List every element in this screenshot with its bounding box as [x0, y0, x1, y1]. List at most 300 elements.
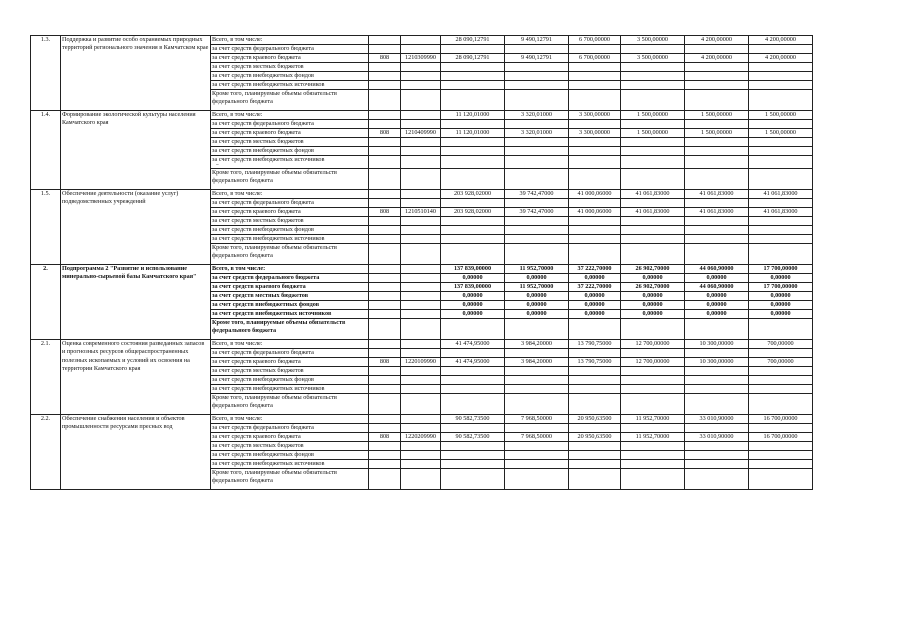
grbs-code: [369, 216, 401, 225]
amount-cell: [441, 450, 505, 459]
funding-source-text: за счет средств местных бюджетов: [212, 366, 304, 374]
amount-cell: [505, 147, 569, 156]
funding-source-label: [211, 468, 369, 489]
amount-cell: [749, 423, 813, 432]
funding-source-text: за счет средств федерального бюджета: [212, 273, 320, 281]
amount-cell: [685, 459, 749, 468]
amount-cell: [505, 234, 569, 243]
budget-classification-code: [401, 234, 441, 243]
grbs-code: [369, 366, 401, 375]
amount-cell: [569, 45, 621, 54]
grbs-code: [369, 36, 401, 45]
funding-source-label: [211, 300, 369, 309]
amount-cell: [441, 348, 505, 357]
amount-cell: [749, 156, 813, 169]
budget-classification-code: [401, 138, 441, 147]
funding-source-label: [211, 36, 369, 45]
grbs-code: 808: [369, 432, 401, 441]
grbs-code: [369, 300, 401, 309]
amount-cell: 0,00000: [621, 309, 685, 318]
funding-source-text: за счет средств краевого бюджета: [212, 282, 306, 290]
amount-cell: [621, 393, 685, 414]
amount-cell: [685, 348, 749, 357]
section-number: 1.3.: [31, 36, 61, 111]
amount-cell: [441, 225, 505, 234]
budget-classification-code: [401, 468, 441, 489]
amount-cell: 39 742,47000: [505, 207, 569, 216]
funding-source-label: [211, 111, 369, 120]
amount-cell: 0,00000: [505, 300, 569, 309]
amount-cell: 10 300,00000: [685, 357, 749, 366]
amount-cell: [685, 168, 749, 189]
funding-source-text: за счет средств краевого бюджета: [212, 432, 301, 440]
section-number: 2.1.: [31, 339, 61, 414]
amount-cell: 16 700,00000: [749, 414, 813, 423]
amount-cell: [621, 348, 685, 357]
amount-cell: [749, 384, 813, 393]
funding-source-text: Кроме того, планируемые объемы обязательств федерального бюджета: [212, 90, 337, 105]
amount-cell: [621, 225, 685, 234]
funding-source-text: Всего, в том числе:: [212, 339, 263, 347]
amount-cell: [621, 375, 685, 384]
funding-source-label: [211, 318, 369, 339]
grbs-code: [369, 63, 401, 72]
amount-cell: [621, 63, 685, 72]
amount-cell: 137 839,00000: [441, 264, 505, 273]
amount-cell: [505, 72, 569, 81]
grbs-code: [369, 138, 401, 147]
budget-sheet: [30, 35, 842, 490]
amount-cell: 90 582,73500: [441, 432, 505, 441]
amount-cell: [569, 63, 621, 72]
amount-cell: 3 300,00000: [569, 111, 621, 120]
amount-cell: 26 902,70000: [621, 264, 685, 273]
amount-cell: 11 120,01000: [441, 129, 505, 138]
funding-source-label: [211, 207, 369, 216]
funding-source-text: за счет средств местных бюджетов: [212, 441, 304, 449]
amount-cell: [505, 120, 569, 129]
grbs-code: [369, 264, 401, 273]
amount-cell: 41 061,83000: [749, 189, 813, 198]
amount-cell: [441, 366, 505, 375]
amount-cell: 0,00000: [569, 291, 621, 300]
section-number: 1.4.: [31, 111, 61, 190]
budget-classification-code: [401, 189, 441, 198]
grbs-code: 808: [369, 207, 401, 216]
amount-cell: [441, 81, 505, 90]
stray-mark: ~: [216, 162, 219, 168]
amount-cell: [749, 366, 813, 375]
amount-cell: 44 060,90000: [685, 282, 749, 291]
amount-cell: [441, 234, 505, 243]
budget-classification-code: [401, 147, 441, 156]
amount-cell: 44 060,90000: [685, 264, 749, 273]
amount-cell: [441, 459, 505, 468]
amount-cell: [441, 384, 505, 393]
table-row: [31, 189, 875, 198]
amount-cell: 0,00000: [685, 273, 749, 282]
amount-cell: [621, 243, 685, 264]
budget-classification-code: [401, 441, 441, 450]
amount-cell: [569, 234, 621, 243]
funding-source-label: [211, 216, 369, 225]
funding-source-text: Кроме того, планируемые объемы обязательств федерального бюджета: [212, 318, 346, 334]
amount-cell: [569, 450, 621, 459]
funding-source-label: [211, 384, 369, 393]
table-row: [31, 111, 875, 120]
funding-source-label: [211, 120, 369, 129]
amount-cell: 41 061,83000: [685, 207, 749, 216]
budget-classification-code: [401, 459, 441, 468]
amount-cell: 0,00000: [685, 300, 749, 309]
amount-cell: 12 700,00000: [621, 339, 685, 348]
budget-classification-code: 1220209990: [401, 432, 441, 441]
amount-cell: [505, 156, 569, 169]
budget-classification-code: [401, 72, 441, 81]
budget-classification-code: [401, 156, 441, 169]
funding-source-label: [211, 90, 369, 111]
section-title: Поддержка и развитие особо охраняемых природных территорий регионального значения в Камчатском крае: [61, 36, 211, 111]
funding-source-text: за счет средств внебюджетных фондов: [212, 147, 314, 154]
amount-cell: 3 300,00000: [569, 129, 621, 138]
funding-source-text: за счет средств местных бюджетов: [212, 291, 309, 299]
amount-cell: [441, 156, 505, 169]
funding-source-text: за счет средств краевого бюджета: [212, 207, 301, 215]
budget-classification-code: [401, 384, 441, 393]
amount-cell: [441, 441, 505, 450]
funding-source-text: за счет средств внебюджетных источников: [212, 234, 325, 242]
amount-cell: 7 968,50000: [505, 414, 569, 423]
funding-source-label: [211, 357, 369, 366]
amount-cell: [749, 63, 813, 72]
amount-cell: [749, 243, 813, 264]
funding-source-text: за счет средств федерального бюджета: [212, 423, 314, 431]
amount-cell: [569, 225, 621, 234]
funding-source-label: [211, 138, 369, 147]
amount-cell: [685, 120, 749, 129]
budget-classification-code: [401, 348, 441, 357]
funding-source-text: за счет средств внебюджетных фондов: [212, 300, 320, 308]
funding-source-label: [211, 432, 369, 441]
amount-cell: 203 928,02000: [441, 189, 505, 198]
funding-source-label: [211, 156, 369, 169]
amount-cell: [569, 147, 621, 156]
grbs-code: [369, 90, 401, 111]
amount-cell: 0,00000: [685, 291, 749, 300]
amount-cell: 3 500,00000: [621, 36, 685, 45]
budget-classification-code: 1210409990: [401, 129, 441, 138]
amount-cell: 90 582,73500: [441, 414, 505, 423]
amount-cell: [441, 216, 505, 225]
grbs-code: [369, 243, 401, 264]
amount-cell: [569, 198, 621, 207]
funding-source-text: за счет средств федерального бюджета: [212, 120, 314, 127]
funding-source-label: [211, 450, 369, 459]
grbs-code: [369, 384, 401, 393]
amount-cell: [685, 234, 749, 243]
amount-cell: [685, 384, 749, 393]
amount-cell: 0,00000: [749, 300, 813, 309]
section-number: 1.5.: [31, 189, 61, 264]
amount-cell: [569, 120, 621, 129]
table-body: [31, 36, 875, 490]
budget-classification-code: [401, 243, 441, 264]
grbs-code: [369, 282, 401, 291]
grbs-code: [369, 414, 401, 423]
grbs-code: [369, 234, 401, 243]
amount-cell: 9 490,12791: [505, 54, 569, 63]
funding-source-text: за счет средств внебюджетных фондов: [212, 72, 314, 79]
amount-cell: [505, 138, 569, 147]
amount-cell: [505, 450, 569, 459]
budget-classification-code: 1220109990: [401, 357, 441, 366]
amount-cell: [621, 138, 685, 147]
funding-source-text: за счет средств краевого бюджета: [212, 54, 301, 61]
amount-cell: 41 000,06000: [569, 189, 621, 198]
amount-cell: 11 952,70000: [621, 432, 685, 441]
funding-source-label: [211, 291, 369, 300]
amount-cell: [505, 375, 569, 384]
amount-cell: [749, 393, 813, 414]
funding-source-label: [211, 45, 369, 54]
grbs-code: [369, 375, 401, 384]
amount-cell: 37 222,70000: [569, 282, 621, 291]
funding-source-label: [211, 189, 369, 198]
budget-classification-code: [401, 90, 441, 111]
budget-classification-code: [401, 318, 441, 339]
amount-cell: [621, 81, 685, 90]
funding-source-label: [211, 423, 369, 432]
budget-classification-code: [401, 309, 441, 318]
amount-cell: 28 090,12791: [441, 54, 505, 63]
grbs-code: [369, 120, 401, 129]
amount-cell: 1 500,00000: [685, 129, 749, 138]
amount-cell: 3 320,01000: [505, 111, 569, 120]
funding-source-text: за счет средств краевого бюджета: [212, 357, 301, 365]
amount-cell: 3 984,20000: [505, 357, 569, 366]
amount-cell: 41 000,06000: [569, 207, 621, 216]
funding-source-label: [211, 348, 369, 357]
grbs-code: [369, 72, 401, 81]
amount-cell: [441, 243, 505, 264]
budget-classification-code: [401, 216, 441, 225]
amount-cell: [441, 423, 505, 432]
amount-cell: [685, 45, 749, 54]
funding-source-label: [211, 243, 369, 264]
amount-cell: [685, 243, 749, 264]
amount-cell: [505, 318, 569, 339]
grbs-code: [369, 309, 401, 318]
amount-cell: [749, 234, 813, 243]
amount-cell: [569, 81, 621, 90]
amount-cell: 700,00000: [749, 357, 813, 366]
amount-cell: [621, 198, 685, 207]
amount-cell: [685, 72, 749, 81]
grbs-code: [369, 441, 401, 450]
amount-cell: 1 500,00000: [621, 111, 685, 120]
funding-source-text: Кроме того, планируемые объемы обязательств федерального бюджета: [212, 168, 337, 184]
grbs-code: [369, 225, 401, 234]
budget-classification-code: [401, 63, 441, 72]
amount-cell: [505, 45, 569, 54]
amount-cell: [505, 225, 569, 234]
amount-cell: [505, 198, 569, 207]
funding-source-text: Всего, в том числе:: [212, 111, 263, 118]
amount-cell: 20 950,63500: [569, 432, 621, 441]
amount-cell: [569, 366, 621, 375]
amount-cell: 4 200,00000: [749, 36, 813, 45]
amount-cell: [621, 156, 685, 169]
amount-cell: 0,00000: [621, 273, 685, 282]
amount-cell: [505, 441, 569, 450]
grbs-code: [369, 468, 401, 489]
amount-cell: [621, 234, 685, 243]
amount-cell: [621, 423, 685, 432]
budget-classification-code: [401, 273, 441, 282]
grbs-code: 808: [369, 357, 401, 366]
amount-cell: [621, 450, 685, 459]
amount-cell: [569, 156, 621, 169]
amount-cell: [621, 441, 685, 450]
amount-cell: [621, 384, 685, 393]
funding-source-label: [211, 414, 369, 423]
grbs-code: [369, 459, 401, 468]
amount-cell: 0,00000: [749, 309, 813, 318]
budget-classification-code: [401, 45, 441, 54]
funding-source-label: [211, 129, 369, 138]
amount-cell: [505, 216, 569, 225]
grbs-code: [369, 81, 401, 90]
grbs-code: [369, 156, 401, 169]
amount-cell: [569, 318, 621, 339]
funding-source-label: [211, 264, 369, 273]
amount-cell: 0,00000: [621, 300, 685, 309]
funding-source-text: за счет средств внебюджетных источников: [212, 81, 325, 88]
amount-cell: [441, 168, 505, 189]
amount-cell: [685, 393, 749, 414]
grbs-code: [369, 393, 401, 414]
budget-classification-code: [401, 393, 441, 414]
amount-cell: [441, 138, 505, 147]
amount-cell: [569, 243, 621, 264]
amount-cell: [441, 120, 505, 129]
amount-cell: 0,00000: [441, 273, 505, 282]
amount-cell: [749, 225, 813, 234]
amount-cell: [441, 468, 505, 489]
amount-cell: 13 790,75000: [569, 357, 621, 366]
amount-cell: 203 928,02000: [441, 207, 505, 216]
amount-cell: [569, 384, 621, 393]
budget-classification-code: [401, 264, 441, 273]
amount-cell: 1 500,00000: [749, 129, 813, 138]
grbs-code: [369, 189, 401, 198]
section-number: 2.: [31, 264, 61, 339]
amount-cell: 33 010,90000: [685, 432, 749, 441]
amount-cell: 37 222,70000: [569, 264, 621, 273]
grbs-code: [369, 450, 401, 459]
amount-cell: 11 952,70000: [621, 414, 685, 423]
budget-classification-code: [401, 414, 441, 423]
amount-cell: 41 061,83000: [749, 207, 813, 216]
funding-source-text: за счет средств краевого бюджета: [212, 129, 301, 136]
funding-source-text: за счет средств местных бюджетов: [212, 63, 304, 70]
amount-cell: [621, 120, 685, 129]
amount-cell: 0,00000: [569, 309, 621, 318]
funding-source-label: [211, 198, 369, 207]
amount-cell: [505, 348, 569, 357]
funding-source-label: [211, 366, 369, 375]
amount-cell: [749, 441, 813, 450]
amount-cell: [749, 90, 813, 111]
amount-cell: [685, 468, 749, 489]
amount-cell: 4 200,00000: [749, 54, 813, 63]
grbs-code: [369, 198, 401, 207]
amount-cell: [621, 90, 685, 111]
budget-classification-code: [401, 168, 441, 189]
amount-cell: 0,00000: [685, 309, 749, 318]
funding-source-text: за счет средств федерального бюджета: [212, 45, 314, 52]
amount-cell: [749, 450, 813, 459]
budget-classification-code: [401, 339, 441, 348]
section-number: 2.2.: [31, 414, 61, 489]
funding-source-text: Кроме того, планируемые объемы обязательств федерального бюджета: [212, 243, 337, 259]
amount-cell: 3 984,20000: [505, 339, 569, 348]
amount-cell: [749, 45, 813, 54]
amount-cell: [685, 441, 749, 450]
amount-cell: 0,00000: [441, 309, 505, 318]
amount-cell: [569, 216, 621, 225]
amount-cell: [621, 216, 685, 225]
funding-source-text: за счет средств внебюджетных фондов: [212, 375, 314, 383]
amount-cell: [749, 348, 813, 357]
amount-cell: [441, 72, 505, 81]
funding-source-label: [211, 72, 369, 81]
amount-cell: [685, 138, 749, 147]
funding-source-label: [211, 234, 369, 243]
amount-cell: [685, 156, 749, 169]
funding-source-label: [211, 282, 369, 291]
funding-source-text: за счет средств федерального бюджета: [212, 198, 314, 206]
amount-cell: 39 742,47000: [505, 189, 569, 198]
amount-cell: [749, 198, 813, 207]
budget-classification-code: [401, 198, 441, 207]
amount-cell: 41 474,95000: [441, 357, 505, 366]
grbs-code: [369, 273, 401, 282]
funding-source-text: Всего, в том числе:: [212, 189, 263, 197]
amount-cell: 33 010,90000: [685, 414, 749, 423]
amount-cell: [685, 198, 749, 207]
funding-source-label: [211, 63, 369, 72]
budget-classification-code: [401, 120, 441, 129]
amount-cell: 11 120,01000: [441, 111, 505, 120]
amount-cell: [749, 318, 813, 339]
amount-cell: 0,00000: [621, 291, 685, 300]
amount-cell: 0,00000: [505, 291, 569, 300]
amount-cell: [621, 45, 685, 54]
amount-cell: 11 952,70000: [505, 264, 569, 273]
amount-cell: [685, 81, 749, 90]
amount-cell: [441, 90, 505, 111]
amount-cell: [569, 459, 621, 468]
funding-source-label: [211, 393, 369, 414]
grbs-code: 808: [369, 54, 401, 63]
amount-cell: [749, 72, 813, 81]
amount-cell: 9 490,12791: [505, 36, 569, 45]
amount-cell: [505, 384, 569, 393]
budget-classification-code: [401, 111, 441, 120]
amount-cell: [505, 423, 569, 432]
amount-cell: [505, 243, 569, 264]
